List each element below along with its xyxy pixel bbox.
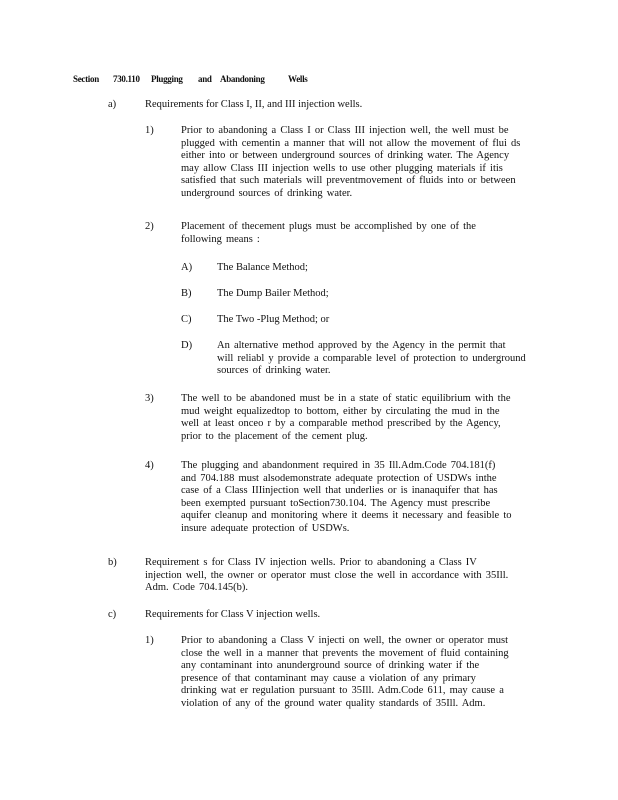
- text-line: violation of any of the ground water quality standards of 35Ill. Adm.: [181, 697, 486, 709]
- subsection-b-text: [145, 557, 508, 595]
- item-a2b-text: The Dump Bailer Method;: [217, 288, 329, 299]
- item-a2a-label: A): [181, 262, 193, 273]
- subsection-c-label: c): [108, 609, 117, 620]
- item-a2a-text: The Balance Method;: [217, 262, 308, 273]
- text-line: Requirement s for Class IV injection wells. Prior to abandoning a Class IV: [145, 557, 477, 568]
- text-line: any contaminant into anunderground source of drinking water if the: [181, 660, 480, 671]
- text-line: underground sources of drinking water.: [181, 187, 353, 199]
- subsection-a-title: Requirements for Class I, II, and III injection wells.: [145, 99, 363, 110]
- item-a3-label: 3): [145, 393, 154, 404]
- text-line: and 704.188 must alsodemonstrate adequate protection of USDWs inthe: [181, 472, 497, 484]
- text-line: Prior to abandoning a Class I or Class III injection well, the well must be: [181, 125, 509, 136]
- text-line: plugged with cementin a manner that will not allow the movement of flui ds: [181, 137, 521, 149]
- text-line: close the well in a manner that prevents the movement of fluid containing: [181, 647, 509, 659]
- text-line: either into or between underground sources of drinking water. The Agency: [181, 150, 510, 161]
- subsection-b-label: b): [108, 557, 117, 568]
- text-line: well at least onceo r by a comparable method prescribed by the Agency,: [181, 418, 501, 429]
- item-a2d-text: [217, 340, 526, 378]
- text-line: Placement of thecement plugs must be accomplished by one of the: [181, 221, 476, 232]
- section-title-word: Abandoning: [220, 74, 265, 84]
- section-label: Section: [73, 74, 99, 84]
- item-a1-text: [181, 125, 520, 200]
- section-title-word: Wells: [288, 74, 308, 84]
- item-a2c-label: C): [181, 314, 192, 325]
- item-a4-text: [181, 460, 512, 535]
- item-c1-label: 1): [145, 635, 154, 646]
- section-title-word: and: [198, 74, 212, 84]
- subsection-a-label: a): [108, 99, 117, 110]
- section-heading: [73, 74, 308, 84]
- text-line: An alternative method approved by the Agency in the permit that: [217, 340, 506, 351]
- text-line: drinking wat er regulation pursuant to 35Ill. Adm.Code 611, may cause a: [181, 685, 504, 696]
- text-line: presence of that contaminant may cause a violation of any primary: [181, 672, 476, 684]
- text-line: been exempted pursuant toSection730.104. The Agency must prescribe: [181, 497, 491, 509]
- section-title-word: Plugging: [151, 74, 183, 84]
- text-line: insure adequate protection of USDWs.: [181, 522, 350, 534]
- text-line: mud weight equalizedtop to bottom, either by circulating the mud in the: [181, 405, 500, 417]
- text-line: following means :: [181, 233, 260, 245]
- item-a2d-label: D): [181, 340, 193, 351]
- text-line: aquifer cleanup and monitoring where it deems it necessary and feasible to: [181, 510, 512, 521]
- text-line: injection well, the owner or operator must close the well in accordance with 35Ill.: [145, 569, 509, 581]
- text-line: The well to be abandoned must be in a state of static equilibrium with the: [181, 393, 511, 404]
- item-a3-text: [181, 393, 511, 443]
- text-line: case of a Class IIIinjection well that underlies or is inanaquifer that has: [181, 485, 498, 496]
- item-a2-text: [181, 221, 476, 246]
- item-c1-text: [181, 635, 509, 710]
- text-line: may allow Class III injection wells to use other plugging materials if itis: [181, 162, 503, 174]
- text-line: prior to the placement of the cement plug.: [181, 430, 368, 442]
- text-line: sources of drinking water.: [217, 365, 331, 376]
- text-line: Prior to abandoning a Class V injecti on well, the owner or operator must: [181, 635, 509, 646]
- subsection-c-title: Requirements for Class V injection wells.: [145, 609, 321, 620]
- text-line: satisfied that such materials will preventmovement of fluids into or between: [181, 175, 516, 186]
- text-line: will reliabl y provide a comparable level of protection to underground: [217, 352, 526, 364]
- section-number: 730.110: [113, 74, 140, 84]
- item-a2-label: 2): [145, 221, 154, 232]
- item-a1-label: 1): [145, 125, 154, 136]
- item-a4-label: 4): [145, 460, 154, 471]
- item-a2b-label: B): [181, 288, 192, 299]
- item-a2c-text: The Two -Plug Method; or: [217, 314, 330, 325]
- text-line: The plugging and abandonment required in 35 Ill.Adm.Code 704.181(f): [181, 460, 496, 471]
- text-line: Adm. Code 704.145(b).: [145, 582, 249, 593]
